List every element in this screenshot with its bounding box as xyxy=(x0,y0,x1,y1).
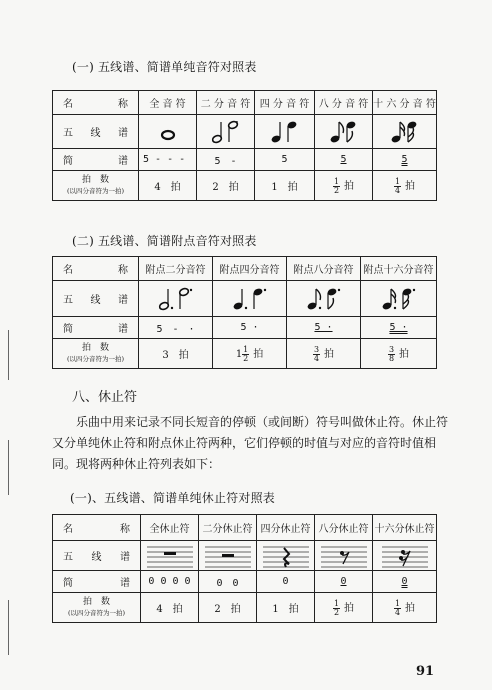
staff-label-cell: 五 线 谱 xyxy=(53,115,139,149)
jianpu-cell: 5 · xyxy=(287,317,361,339)
half-rest-icon xyxy=(199,541,257,571)
jianpu-cell: 0 0 0 0 xyxy=(141,571,199,593)
beats-label-cell: 拍 数 (以四分音符为一拍) xyxy=(53,593,141,623)
jianpu-cell: 0 xyxy=(315,571,373,593)
rest-table-simple xyxy=(52,514,437,623)
jianpu-cell: 5 xyxy=(255,149,315,171)
dotted-sixteenth-note-icon xyxy=(361,281,437,317)
beats-label-cell: 拍 数 (以四分音符为一拍) xyxy=(53,339,139,369)
half-note-icon xyxy=(197,115,255,149)
dotted-half-note-icon xyxy=(139,281,213,317)
jianpu-label-cell: 简 谱 xyxy=(53,149,139,171)
jianpu-cell: 5 - · xyxy=(139,317,213,339)
beats-cell: 2 拍 xyxy=(197,171,255,201)
header-cell: 全休止符 xyxy=(141,515,199,541)
jianpu-label-cell: 简 谱 xyxy=(53,317,139,339)
quarter-note-icon xyxy=(255,115,315,149)
section3-title: (一)、五线谱、简谱单纯休止符对照表 xyxy=(70,491,275,505)
beats-cell: $\frac{1}{2}$ 拍 xyxy=(315,593,373,623)
header-cell: 全 音 符 xyxy=(139,91,197,115)
margin-mark xyxy=(8,330,9,380)
body-paragraph: 乐曲中用来记录不同长短音的停顿（或间断）符号叫做休止符。休止符又分单纯休止符和附点休止符两种，它们停顿的时值与对应的音符时值相同。现将两种休止符列表如下： xyxy=(52,415,449,471)
page-number: 91 xyxy=(416,664,435,679)
note-table-simple xyxy=(52,90,437,201)
beats-cell: 4 拍 xyxy=(141,593,199,623)
staff-label-cell: 五 线 谱 xyxy=(53,541,141,571)
jianpu-cell: 5 - xyxy=(197,149,255,171)
jianpu-cell: 5 - - - xyxy=(139,149,197,171)
whole-note-icon xyxy=(139,115,197,149)
header-cell: 附点八分音符 xyxy=(287,257,361,281)
header-cell: 二分休止符 xyxy=(199,515,257,541)
margin-mark xyxy=(8,600,9,655)
beats-cell: 4 拍 xyxy=(139,171,197,201)
beats-cell: 3 拍 xyxy=(139,339,213,369)
beats-cell: 1 拍 xyxy=(257,593,315,623)
header-cell: 十六分休止符 xyxy=(373,515,437,541)
jianpu-cell: 5 · xyxy=(361,317,437,339)
jianpu-cell: 0 0 xyxy=(199,571,257,593)
eighth-rest-icon xyxy=(315,541,373,571)
beats-label-cell: 拍 数 (以四分音符为一拍) xyxy=(53,171,139,201)
header-cell: 二 分 音 符 xyxy=(197,91,255,115)
header-cell: 附点十六分音符 xyxy=(361,257,437,281)
beats-cell: $\frac{3}{8}$ 拍 xyxy=(361,339,437,369)
quarter-rest-icon xyxy=(257,541,315,571)
header-cell: 八分休止符 xyxy=(315,515,373,541)
jianpu-cell: 5 xyxy=(373,149,437,171)
jianpu-cell: 5 · xyxy=(213,317,287,339)
header-cell: 四 分 音 符 xyxy=(255,91,315,115)
beats-cell: $\frac{1}{4}$ 拍 xyxy=(373,593,437,623)
header-cell: 附点四分音符 xyxy=(213,257,287,281)
header-cell: 十 六 分 音 符 xyxy=(373,91,437,115)
eighth-note-icon xyxy=(315,115,373,149)
beats-cell: $\frac{1}{4}$ 拍 xyxy=(373,171,437,201)
jianpu-cell: 5 xyxy=(315,149,373,171)
section1-title: (一) 五线谱、简谱单纯音符对照表 xyxy=(72,60,257,74)
header-name-cell: 名 称 xyxy=(53,515,141,541)
note-table-dotted xyxy=(52,256,437,369)
beats-cell: 1 拍 xyxy=(255,171,315,201)
beats-cell: $\frac{1}{2}$ 拍 xyxy=(315,171,373,201)
beats-cell: $\frac{3}{4}$ 拍 xyxy=(287,339,361,369)
staff-label-cell: 五 线 谱 xyxy=(53,281,139,317)
section-heading: 八、休止符 xyxy=(72,390,138,405)
dotted-eighth-note-icon xyxy=(287,281,361,317)
beats-cell: 1 $\frac{1}{2}$ 拍 xyxy=(213,339,287,369)
header-cell: 附点二分音符 xyxy=(139,257,213,281)
jianpu-cell: 0 xyxy=(373,571,437,593)
section2-title: (二) 五线谱、简谱附点音符对照表 xyxy=(72,234,257,248)
jianpu-cell: 0 xyxy=(257,571,315,593)
sixteenth-note-icon xyxy=(373,115,437,149)
whole-rest-icon xyxy=(141,541,199,571)
beats-cell: 2 拍 xyxy=(199,593,257,623)
sixteenth-rest-icon xyxy=(373,541,437,571)
margin-mark xyxy=(8,440,9,495)
header-cell: 八 分 音 符 xyxy=(315,91,373,115)
dotted-quarter-note-icon xyxy=(213,281,287,317)
header-name-cell: 名 称 xyxy=(53,91,139,115)
header-cell: 四分休止符 xyxy=(257,515,315,541)
jianpu-label-cell: 简 谱 xyxy=(53,571,141,593)
header-name-cell: 名 称 xyxy=(53,257,139,281)
